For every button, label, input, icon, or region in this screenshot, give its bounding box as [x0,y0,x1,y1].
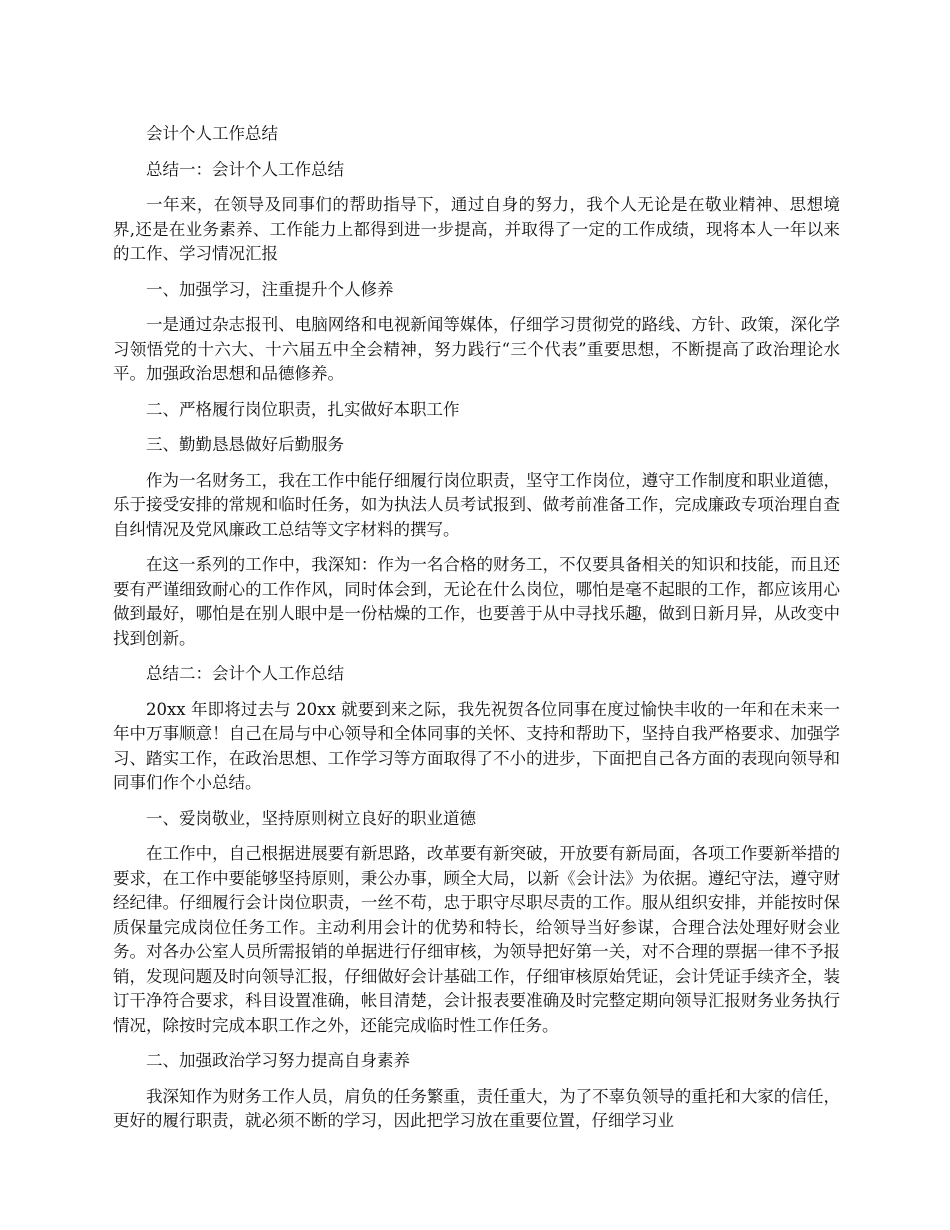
document-title: 会计个人工作总结 [146,124,278,143]
section-heading: 二、严格履行岗位职责，扎实做好本职工作 [146,399,460,419]
paragraph: 作为一名财务工，我在工作中能仔细履行岗位职责，坚守工作岗位，遵守工作制度和职业道德，乐于接受安排的常规和临时任务，如为执法人员考试报到、做考前准备工作，完成廉政专项治理自查自纠情况及党风廉政工总结等文字材料的撰写。 [113,470,840,539]
section-heading: 一、加强学习，注重提升个人修养 [146,279,394,299]
section-heading: 一、爱岗敬业，坚持原则树立良好的职业道德 [146,808,476,828]
paragraph: 一年来，在领导及同事们的帮助指导下，通过自身的努力，我个人无论是在敬业精神、思想境界,还是在业务素养、工作能力上都得到进一步提高，并取得了一定的工作成绩，现将本人一年以来的工作、学习情况汇报 [113,195,840,263]
document-page [113,122,840,1145]
paragraph: 在这一系列的工作中，我深知：作为一名合格的财务工，不仅要具备相关的知识和技能，而且还要有严谨细致耐心的工作作风，同时体会到，无论在什么岗位，哪怕是毫不起眼的工作，都应该用心做到最好，哪怕是在别人眼中是一份枯燥的工作，也要善于从中寻找乐趣，做到日新月异，从改变中找到创新。 [113,555,840,648]
paragraph: 在工作中，自己根据进展要有新思路，改革要有新突破，开放要有新局面，各项工作要新举措的要求，在工作中要能够坚持原则，秉公办事，顾全大局，以新《会计法》为依据。遵纪守法，遵守财经纪律。仔细履行会计岗位职责，一丝不苟，忠于职守尽职尽责的工作。服从组织安排，并能按时保质保量完成岗位任务工作。主动利用会计的优势和特长，给领导当好参谋，合理合法处理好财会业务。对各办公室人员所需报销的单据进行仔细审核，为领导把好第一关，对不合理的票据一律不予报销，发现问题及时向领导汇报，仔细做好会计基础工作，仔细审核原始凭证，会计凭证手续齐全，装订干净符合要求，科目设置准确，帐目清楚，会计报表要准确及时完整定期向领导汇报财务业务执行情况，除按时完成本职工作之外，还能完成临时性工作任务。 [113,844,840,1035]
section-heading: 总结一：会计个人工作总结 [146,159,344,179]
section-heading: 三、勤勤恳恳做好后勤服务 [146,435,344,454]
paragraph: 20xx 年即将过去与 20xx 就要到来之际，我先祝贺各位同事在度过愉快丰收的一年和在未来一年中万事顺意！自己在局与中心领导和全体同事的关怀、支持和帮助下，坚持自我严格要求、加强学习、踏实工作，在政治思想、工作学习等方面取得了不小的进步，下面把自己各方面的表现向领导和同事们作个小总结。 [113,699,840,792]
section-heading: 二、加强政治学习努力提高自身素养 [146,1051,410,1070]
section-heading: 总结二：会计个人工作总结 [146,664,344,683]
paragraph: 一是通过杂志报刊、电脑网络和电视新闻等媒体，仔细学习贯彻党的路线、方针、政策，深化学习领悟党的十六大、十六届五中全会精神，努力践行“三个代表”重要思想，不断提高了政治理论水平。加强政治思想和品德修养。 [113,315,840,383]
paragraph: 我深知作为财务工作人员，肩负的任务繁重，责任重大，为了不辜负领导的重托和大家的信任，更好的履行职责，就必须不断的学习，因此把学习放在重要位置，仔细学习业 [113,1086,840,1130]
